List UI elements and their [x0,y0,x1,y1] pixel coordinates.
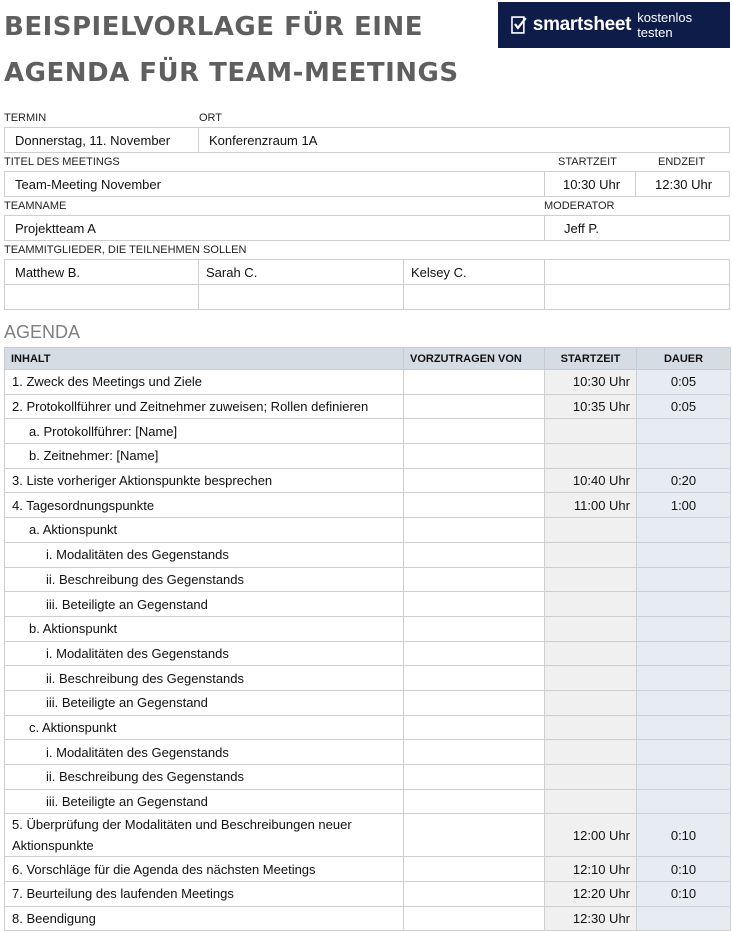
presenter-cell[interactable] [404,857,545,882]
start-time-cell[interactable] [545,518,637,543]
table-row [5,906,731,931]
agenda-item-cell[interactable]: 2. Protokollführer und Zeitnehmer zuweisen; Rollen definieren [5,394,404,419]
duration-cell[interactable]: 0:05 [637,370,731,395]
agenda-item-cell[interactable]: i. Modalitäten des Gegenstands [5,641,404,666]
endzeit-field[interactable]: 12:30 Uhr [635,171,730,197]
table-row [5,518,731,543]
agenda-item-cell[interactable]: iii. Beteiligte an Gegenstand [5,690,404,715]
duration-cell[interactable] [637,444,731,469]
member-cell[interactable] [403,284,545,310]
agenda-item-cell[interactable]: c. Aktionspunkt [5,715,404,740]
table-row [5,715,731,740]
member-cell[interactable]: Matthew B. [4,259,199,285]
duration-cell[interactable] [637,518,731,543]
table-row [5,419,731,444]
duration-cell[interactable] [637,592,731,617]
table-row [5,666,731,691]
start-time-cell[interactable] [545,765,637,790]
duration-cell[interactable] [637,789,731,814]
mitglieder-label: TEAMMITGLIEDER, DIE TEILNEHMEN SOLLEN [4,244,247,256]
agenda-item-cell[interactable]: 1. Zweck des Meetings und Ziele [5,370,404,395]
presenter-cell[interactable] [404,814,545,857]
moderator-field[interactable]: Jeff P. [544,215,730,241]
table-row [5,740,731,765]
start-time-cell[interactable]: 12:00 Uhr [545,814,637,857]
agenda-item-cell[interactable]: ii. Beschreibung des Gegenstands [5,666,404,691]
presenter-cell[interactable] [404,567,545,592]
table-row [5,468,731,493]
smartsheet-check-icon [511,16,527,34]
startzeit-field[interactable]: 10:30 Uhr [544,171,636,197]
agenda-item-cell[interactable]: 7. Beurteilung des laufenden Meetings [5,882,404,907]
startzeit-label: STARTZEIT [558,156,617,168]
page-title: BEISPIELVORLAGE FÜR EINE AGENDA FÜR TEAM-MEETINGS [4,12,459,88]
start-time-cell[interactable] [545,444,637,469]
moderator-label: MODERATOR [544,200,615,212]
presenter-cell[interactable] [404,715,545,740]
agenda-item-cell[interactable]: ii. Beschreibung des Gegenstands [5,765,404,790]
agenda-item-cell[interactable]: iii. Beteiligte an Gegenstand [5,789,404,814]
logo-cta: kostenlos testen [637,10,693,40]
titel-label: TITEL DES MEETINGS [4,156,120,168]
start-time-cell[interactable]: 10:40 Uhr [545,468,637,493]
table-row [5,567,731,592]
duration-cell[interactable] [637,906,731,931]
start-time-cell[interactable] [545,666,637,691]
agenda-heading: AGENDA [4,322,81,342]
col-vorzutragen: VORZUTRAGEN VON [404,348,545,370]
ort-field[interactable]: Konferenzraum 1A [198,127,730,153]
agenda-table [4,347,731,931]
duration-cell[interactable] [637,616,731,641]
start-time-cell[interactable]: 10:35 Uhr [545,394,637,419]
presenter-cell[interactable] [404,740,545,765]
agenda-item-cell[interactable]: b. Zeitnehmer: [Name] [5,444,404,469]
smartsheet-logo-button[interactable] [498,2,730,48]
termin-field[interactable]: Donnerstag, 11. November [4,127,199,153]
table-row [5,690,731,715]
teamname-label: TEAMNAME [4,200,67,212]
duration-cell[interactable] [637,641,731,666]
table-row [5,641,731,666]
presenter-cell[interactable] [404,370,545,395]
agenda-item-cell[interactable]: 5. Überprüfung der Modalitäten und Beschreibungen neuer Aktionspunkte [5,814,404,857]
presenter-cell[interactable] [404,641,545,666]
col-startzeit: STARTZEIT [545,348,637,370]
presenter-cell[interactable] [404,419,545,444]
presenter-cell[interactable] [404,789,545,814]
agenda-item-cell[interactable]: i. Modalitäten des Gegenstands [5,542,404,567]
table-row [5,814,731,857]
start-time-cell[interactable]: 11:00 Uhr [545,493,637,518]
table-row [5,493,731,518]
ort-label: ORT [199,112,223,124]
start-time-cell[interactable] [545,542,637,567]
start-time-cell[interactable] [545,592,637,617]
duration-cell[interactable]: 0:10 [637,857,731,882]
start-time-cell[interactable] [545,740,637,765]
start-time-cell[interactable] [545,715,637,740]
logo-brand: smartsheet [532,14,632,35]
table-row [5,444,731,469]
start-time-cell[interactable]: 12:10 Uhr [545,857,637,882]
start-time-cell[interactable]: 12:30 Uhr [545,906,637,931]
table-row [5,789,731,814]
presenter-cell[interactable] [404,616,545,641]
duration-cell[interactable] [637,567,731,592]
agenda-item-cell[interactable]: i. Modalitäten des Gegenstands [5,740,404,765]
col-inhalt: INHALT [5,348,404,370]
agenda-header-row [5,348,731,370]
endzeit-label: ENDZEIT [658,156,706,168]
agenda-item-cell[interactable]: a. Aktionspunkt [5,518,404,543]
duration-cell[interactable]: 0:10 [637,814,731,857]
start-time-cell[interactable] [545,616,637,641]
member-cell[interactable] [544,259,730,285]
start-time-cell[interactable] [545,690,637,715]
presenter-cell[interactable] [404,444,545,469]
start-time-cell[interactable] [545,641,637,666]
member-cell[interactable]: Kelsey C. [403,259,545,285]
table-row [5,370,731,395]
agenda-item-cell[interactable]: 8. Beendigung [5,906,404,931]
duration-cell[interactable]: 0:10 [637,882,731,907]
duration-cell[interactable] [637,715,731,740]
duration-cell[interactable] [637,666,731,691]
duration-cell[interactable] [637,765,731,790]
member-cell[interactable]: Sarah C. [198,259,404,285]
agenda-item-cell[interactable]: a. Protokollführer: [Name] [5,419,404,444]
table-row [5,857,731,882]
agenda-item-cell[interactable]: 4. Tagesordnungspunkte [5,493,404,518]
col-dauer: DAUER [637,348,731,370]
table-row [5,542,731,567]
table-row [5,765,731,790]
presenter-cell[interactable] [404,468,545,493]
agenda-item-cell[interactable]: 3. Liste vorheriger Aktionspunkte besprechen [5,468,404,493]
teamname-field[interactable]: Projektteam A [4,215,545,241]
agenda-item-cell[interactable]: 6. Vorschläge für die Agenda des nächsten Meetings [5,857,404,882]
duration-cell[interactable] [637,419,731,444]
duration-cell[interactable] [637,740,731,765]
start-time-cell[interactable] [545,789,637,814]
member-cell[interactable] [4,284,199,310]
table-row [5,592,731,617]
presenter-cell[interactable] [404,765,545,790]
start-time-cell[interactable] [545,419,637,444]
titel-field[interactable]: Team-Meeting November [4,171,545,197]
presenter-cell[interactable] [404,518,545,543]
start-time-cell[interactable] [545,567,637,592]
agenda-item-cell[interactable]: ii. Beschreibung des Gegenstands [5,567,404,592]
presenter-cell[interactable] [404,666,545,691]
duration-cell[interactable]: 0:05 [637,394,731,419]
presenter-cell[interactable] [404,690,545,715]
presenter-cell[interactable] [404,882,545,907]
presenter-cell[interactable] [404,592,545,617]
table-row [5,394,731,419]
presenter-cell[interactable] [404,493,545,518]
termin-label: TERMIN [4,112,47,124]
duration-cell[interactable] [637,542,731,567]
agenda-item-cell[interactable]: iii. Beteiligte an Gegenstand [5,592,404,617]
duration-cell[interactable] [637,690,731,715]
table-row [5,616,731,641]
duration-cell[interactable]: 0:20 [637,468,731,493]
presenter-cell[interactable] [404,394,545,419]
agenda-item-cell[interactable]: b. Aktionspunkt [5,616,404,641]
presenter-cell[interactable] [404,906,545,931]
start-time-cell[interactable]: 10:30 Uhr [545,370,637,395]
member-cell[interactable] [198,284,404,310]
duration-cell[interactable]: 1:00 [637,493,731,518]
member-cell[interactable] [544,284,730,310]
start-time-cell[interactable]: 12:20 Uhr [545,882,637,907]
presenter-cell[interactable] [404,542,545,567]
table-row [5,882,731,907]
